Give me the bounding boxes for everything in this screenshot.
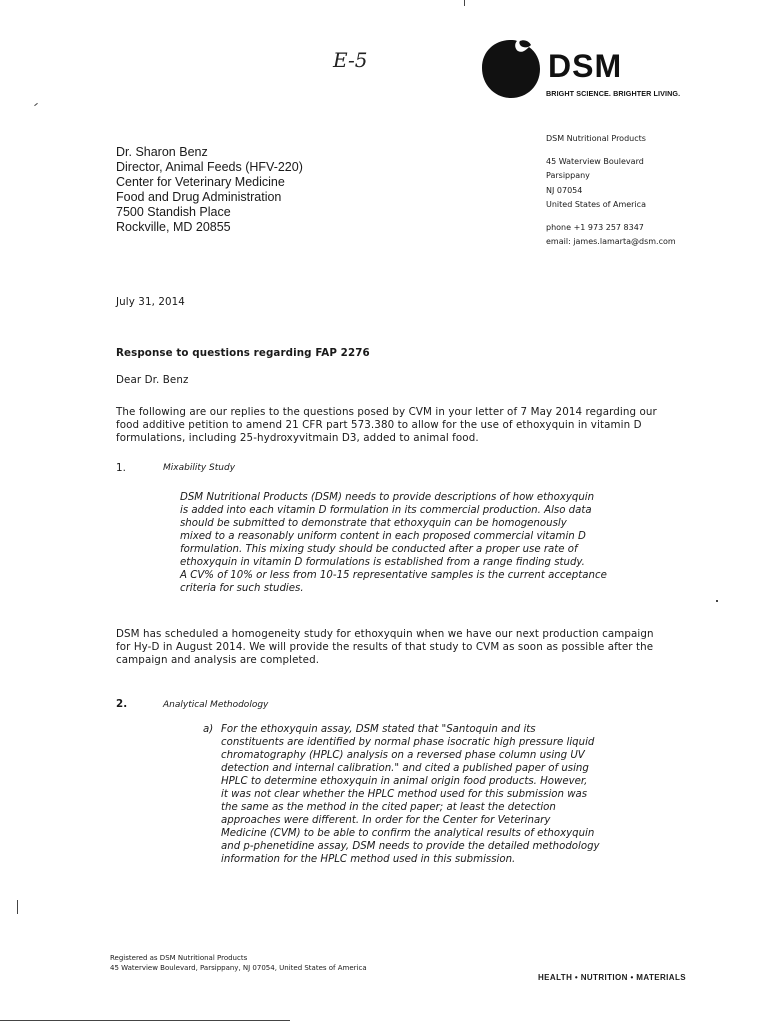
sender-country: United States of America [546,200,646,209]
section2-item-label: a) [203,724,214,735]
recipient-street: 7500 Standish Place [116,205,231,219]
item-line: it was not clear whether the HPLC method used for this submission was [221,789,588,801]
question-line: is added into each vitamin D formulation in its commercial production. Also data [180,505,592,517]
item-line: approaches were different. In order for the Center for Veterinary [221,815,551,827]
item-line: constituents are identified by normal phase isocratic high pressure liquid [221,737,595,749]
salutation: Dear Dr. Benz [116,374,189,386]
question-line: criteria for such studies. [180,583,304,595]
scan-speck [464,0,465,6]
scan-speck [716,600,718,602]
footer-address: 45 Waterview Boulevard, Parsippany, NJ 07054, United States of America [110,964,367,972]
dsm-logo [478,38,708,100]
recipient-agency: Food and Drug Administration [116,190,282,204]
sender-email: email: james.lamarta@dsm.com [546,237,676,246]
item-line: detection and internal calibration." and cited a published paper of using [221,763,589,775]
item-line: and p-phenetidine assay, DSM needs to provide the detailed methodology [221,841,600,853]
question-line: DSM Nutritional Products (DSM) needs to provide descriptions of how ethoxyquin [180,492,595,503]
recipient-center: Center for Veterinary Medicine [116,175,285,189]
sender-address [546,132,676,250]
section2-number: 2. [116,698,128,710]
recipient-title: Director, Animal Feeds (HFV-220) [116,160,303,174]
answer-line: campaign and analysis are completed. [116,654,320,666]
section2-item-text [221,723,600,867]
section1-answer [116,628,654,667]
section1-number: 1. [116,462,127,474]
item-line: Medicine (CVM) to be able to confirm the analytical results of ethoxyquin [221,828,595,840]
question-line: should be submitted to demonstrate that ethoxyquin can be homogenously [180,518,567,530]
logo-brand: DSM [548,48,623,84]
section2-heading: Analytical Methodology [163,700,269,710]
handwritten-note: E-5 [333,48,368,72]
recipient-name: Dr. Sharon Benz [116,145,208,159]
sender-company: DSM Nutritional Products [546,134,646,143]
footer-left [110,953,367,973]
letter-subject: Response to questions regarding FAP 2276 [116,347,370,359]
letter-date: July 31, 2014 [116,296,185,308]
sender-street: 45 Waterview Boulevard [546,156,644,166]
item-line: For the ethoxyquin assay, DSM stated that "Santoquin and its [221,724,536,735]
footer-slogan: HEALTH • NUTRITION • MATERIALS [538,973,686,982]
footer-registered: Registered as DSM Nutritional Products [110,954,248,962]
question-line: mixed to a reasonably uniform content in each proposed commercial vitamin D [180,531,586,543]
section1-question [180,491,607,595]
item-line: HPLC to determine ethoxyquin in animal origin food products. However, [221,776,588,788]
intro-line: formulations, including 25-hydroxyvitmain D3, added to animal food. [116,432,479,444]
item-line: the same as the method in the cited paper; at least the detection [221,802,556,814]
recipient-address [116,145,303,235]
recipient-city: Rockville, MD 20855 [116,220,231,234]
intro-line: food additive petition to amend 21 CFR part 573.380 to allow for the use of ethoxyquin in vitamin D [116,419,642,431]
sender-state-zip: NJ 07054 [546,185,583,195]
sender-phone: phone +1 973 257 8347 [546,222,644,232]
scan-edge-line [0,1020,290,1021]
sender-city: Parsippany [546,171,590,180]
intro-line: The following are our replies to the questions posed by CVM in your letter of 7 May 2014 regarding our [116,406,657,418]
question-line: A CV% of 10% or less from 10-15 representative samples is the current acceptance [180,570,607,582]
answer-line: DSM has scheduled a homogeneity study for ethoxyquin when we have our next production campaign [116,628,654,640]
item-line: chromatography (HPLC) analysis on a reversed phase column using UV [221,750,585,762]
scan-speck [17,900,18,914]
intro-paragraph [116,406,657,445]
dsm-logo-mark-icon [478,38,544,100]
item-line: information for the HPLC method used in this submission. [221,854,516,866]
question-line: ethoxyquin in vitamin D formulations is established from a range finding study. [180,557,585,569]
question-line: formulation. This mixing study should be conducted after a proper use rate of [180,544,578,556]
section1-heading: Mixability Study [163,463,236,473]
scan-speck [34,103,38,106]
answer-line: for Hy-D in August 2014. We will provide the results of that study to CVM as soon as possible after the [116,641,654,653]
logo-tagline: BRIGHT SCIENCE. BRIGHTER LIVING. [546,89,681,98]
